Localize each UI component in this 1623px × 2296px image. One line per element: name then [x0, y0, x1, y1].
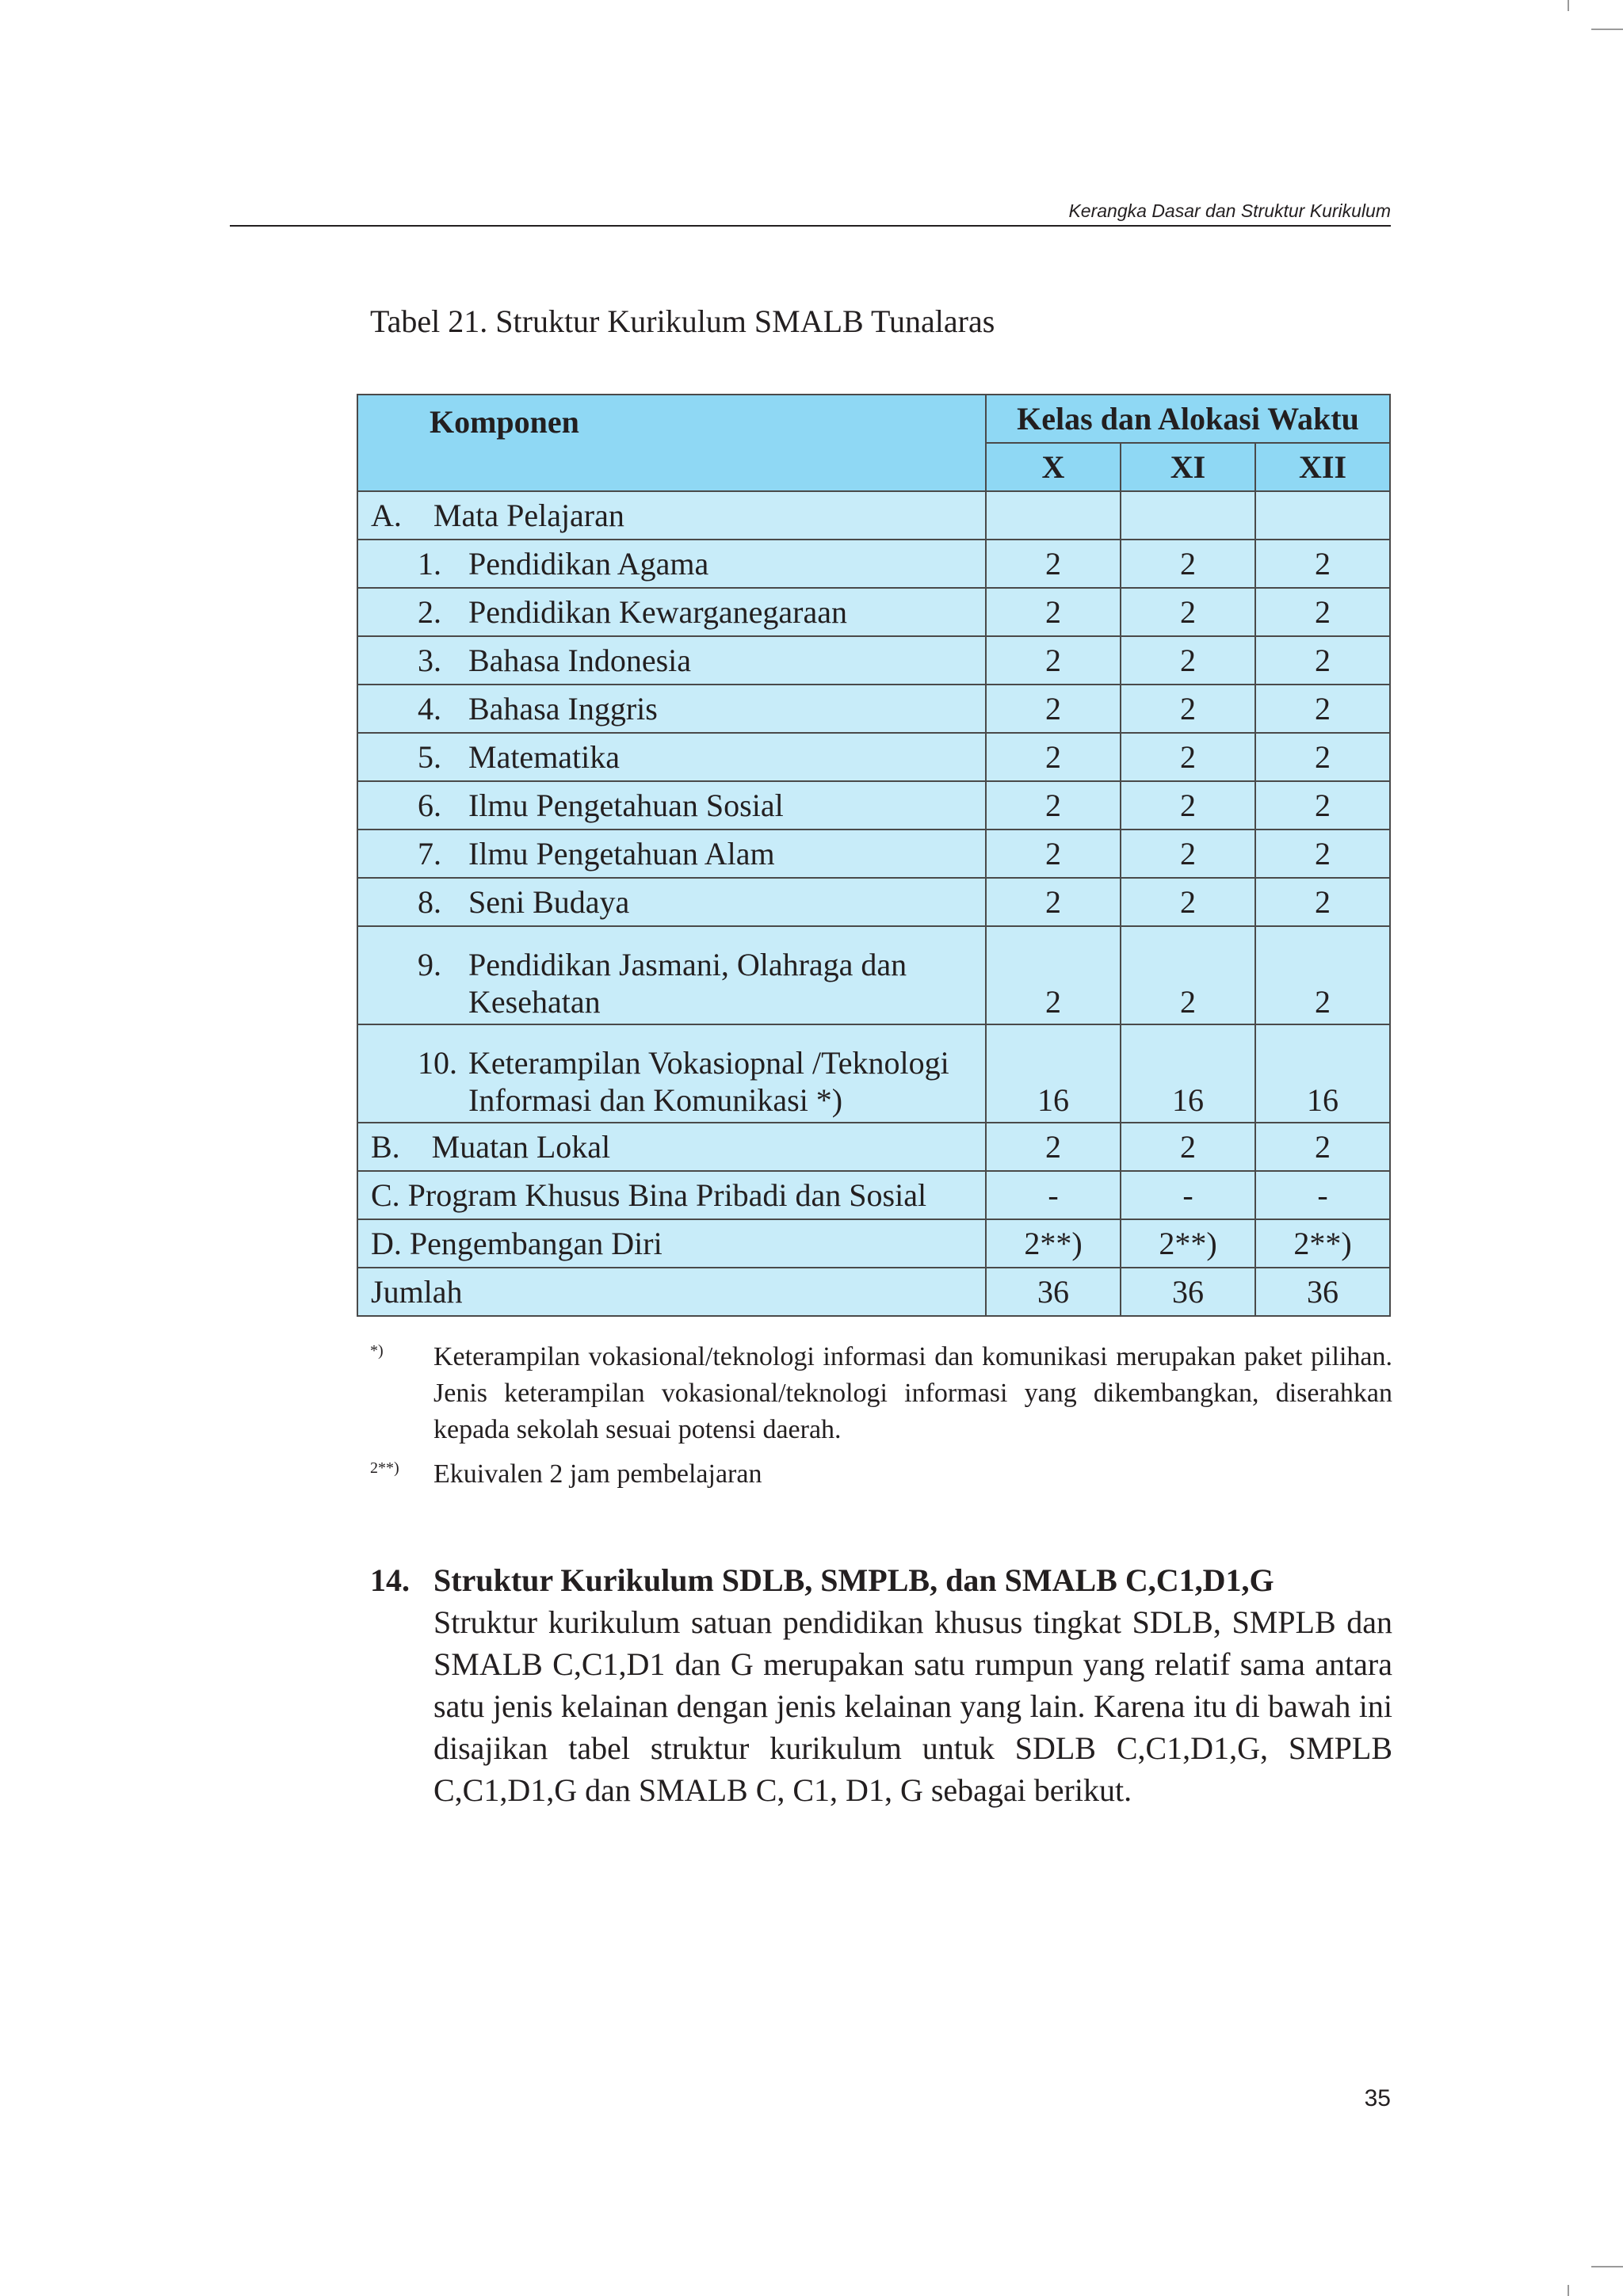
- running-header: [230, 196, 1391, 227]
- hours-cell: 2: [1255, 540, 1390, 588]
- hours-cell: 2: [1121, 1123, 1255, 1171]
- hours-cell: 2: [1255, 781, 1390, 830]
- hours-cell: 2: [1121, 733, 1255, 781]
- hours-cell: 2: [1121, 588, 1255, 636]
- table-row: [357, 685, 1390, 733]
- section-number: 14.: [370, 1562, 410, 1598]
- row-label: Jumlah: [357, 1268, 986, 1316]
- hours-cell: 2: [1121, 926, 1255, 1024]
- running-header-text: Kerangka Dasar dan Struktur Kurikulum: [1064, 200, 1391, 222]
- header-class: X: [986, 443, 1121, 491]
- table-row: [357, 491, 1390, 540]
- hours-cell: 16: [1255, 1024, 1390, 1123]
- subject-label: [358, 738, 985, 776]
- hours-cell: 36: [1255, 1268, 1390, 1316]
- header-class: XI: [1121, 443, 1255, 491]
- hours-cell: 2: [1121, 540, 1255, 588]
- subject-label: [358, 787, 985, 824]
- subject-label: [358, 946, 985, 1020]
- crop-mark: [1591, 2266, 1623, 2267]
- hours-cell: 2: [1255, 878, 1390, 926]
- table-header-row: [357, 395, 1390, 443]
- crop-mark: [1568, 2285, 1569, 2296]
- hours-cell: 2: [1255, 926, 1390, 1024]
- subject-label: [358, 642, 985, 679]
- table-row: [357, 733, 1390, 781]
- subject-cell: [357, 636, 986, 685]
- hours-cell: 2: [1121, 636, 1255, 685]
- footnote-mark: *): [370, 1342, 384, 1360]
- table-row: [357, 588, 1390, 636]
- hours-cell: 2: [986, 878, 1121, 926]
- header-class: XII: [1255, 443, 1390, 491]
- hours-cell: 2: [986, 540, 1121, 588]
- section-title: Struktur Kurikulum SDLB, SMPLB, dan SMALB C,C1,D1,G: [433, 1562, 1274, 1598]
- subject-number: 5.: [418, 739, 441, 775]
- subject-cell: [357, 540, 986, 588]
- subject-cell: [357, 1024, 986, 1123]
- subject-name: Pendidikan Kewarganegaraan: [468, 594, 847, 630]
- subject-name: Bahasa Inggris: [468, 691, 658, 727]
- footnotes: [370, 1339, 1392, 1501]
- hours-cell: 36: [986, 1268, 1121, 1316]
- hours-cell: 2: [1255, 588, 1390, 636]
- subject-name: Ilmu Pengetahuan Alam: [468, 836, 775, 871]
- row-label: B. Muatan Lokal: [357, 1123, 986, 1171]
- table-row: [357, 1219, 1390, 1268]
- hours-cell: 2: [986, 830, 1121, 878]
- hours-cell: 2: [986, 685, 1121, 733]
- crop-mark: [1568, 0, 1569, 11]
- header-komponen: Komponen: [357, 395, 986, 491]
- subject-label: [358, 883, 985, 921]
- subject-name: Matematika: [468, 739, 621, 775]
- subject-name-cont: Kesehatan: [468, 984, 601, 1020]
- hours-cell: 36: [1121, 1268, 1255, 1316]
- table-row: [357, 781, 1390, 830]
- subject-number: 7.: [418, 836, 441, 871]
- subject-number: 10.: [418, 1045, 457, 1081]
- subject-label: [358, 1044, 985, 1119]
- subject-number: 8.: [418, 884, 441, 920]
- hours-cell: 2: [1255, 830, 1390, 878]
- subject-cell: [357, 830, 986, 878]
- subject-name: Bahasa Indonesia: [468, 643, 692, 678]
- hours-cell: 2: [986, 588, 1121, 636]
- header-kelas: Kelas dan Alokasi Waktu: [986, 395, 1390, 443]
- subject-label: [358, 835, 985, 872]
- subject-cell: [357, 878, 986, 926]
- footnote-mark: 2**): [370, 1459, 399, 1477]
- other-rows: [357, 1123, 1390, 1316]
- hours-cell: -: [1121, 1171, 1255, 1219]
- section-heading: [370, 1559, 1392, 1601]
- curriculum-table: [357, 394, 1391, 1317]
- table-row: [357, 1268, 1390, 1316]
- subject-cell: [357, 588, 986, 636]
- row-label: D. Pengembangan Diri: [357, 1219, 986, 1268]
- subject-cell: [357, 781, 986, 830]
- footnote: [370, 1339, 1392, 1448]
- hours-cell: 16: [1121, 1024, 1255, 1123]
- hours-cell: 2: [1255, 636, 1390, 685]
- subject-number: 1.: [418, 546, 441, 582]
- crop-mark: [1591, 29, 1623, 30]
- hours-cell: 2**): [1121, 1219, 1255, 1268]
- hours-cell: 2: [986, 1123, 1121, 1171]
- subject-number: 6.: [418, 788, 441, 823]
- hours-cell: 2: [1255, 1123, 1390, 1171]
- subject-label: [358, 690, 985, 727]
- hours-cell: 2: [986, 733, 1121, 781]
- section-14: [370, 1559, 1392, 1811]
- subject-rows: [357, 540, 1390, 1123]
- hours-cell: 2: [1255, 685, 1390, 733]
- table-row: [357, 926, 1390, 1024]
- subject-number: 2.: [418, 594, 441, 630]
- table-row: [357, 1171, 1390, 1219]
- table-title: Tabel 21. Struktur Kurikulum SMALB Tunalaras: [370, 303, 995, 339]
- footnote-text: Ekuivalen 2 jam pembelajaran: [433, 1459, 762, 1489]
- table-row: [357, 540, 1390, 588]
- subject-cell: [357, 926, 986, 1024]
- hours-cell: 16: [986, 1024, 1121, 1123]
- table-row: [357, 636, 1390, 685]
- hours-cell: 2**): [1255, 1219, 1390, 1268]
- page-number: 35: [1364, 2085, 1391, 2111]
- row-label: C. Program Khusus Bina Pribadi dan Sosial: [357, 1171, 986, 1219]
- hours-cell: 2: [986, 781, 1121, 830]
- subject-name: Pendidikan Jasmani, Olahraga dan: [468, 947, 907, 982]
- hours-cell: 2**): [986, 1219, 1121, 1268]
- table-row: [357, 830, 1390, 878]
- subject-cell: [357, 685, 986, 733]
- hours-cell: 2: [1121, 685, 1255, 733]
- hours-cell: 2: [1121, 781, 1255, 830]
- subject-name-cont: Informasi dan Komunikasi *): [468, 1082, 843, 1118]
- table-row: [357, 1123, 1390, 1171]
- hours-cell: 2: [986, 636, 1121, 685]
- hours-cell: 2: [1121, 878, 1255, 926]
- subject-name: Seni Budaya: [468, 884, 630, 920]
- hours-cell: 2: [1121, 830, 1255, 878]
- subject-name: Keterampilan Vokasiopnal /Teknologi: [468, 1045, 949, 1081]
- footnote-text: Keterampilan vokasional/teknologi informasi dan komunikasi merupakan paket pilihan. Jenis keterampilan vokasional/teknologi informasi yang dikembangkan, diserahkan kepada sekolah sesuai potensi daerah.: [433, 1342, 1392, 1444]
- section-label: A. Mata Pelajaran: [357, 491, 986, 540]
- footnote: [370, 1456, 1392, 1493]
- subject-name: Ilmu Pengetahuan Sosial: [468, 788, 784, 823]
- hours-cell: 2: [986, 926, 1121, 1024]
- hours-cell: -: [1255, 1171, 1390, 1219]
- subject-label: [358, 593, 985, 631]
- hours-cell: 2: [1255, 733, 1390, 781]
- section-body: Struktur kurikulum satuan pendidikan khusus tingkat SDLB, SMPLB dan SMALB C,C1,D1 dan G merupakan satu rumpun yang relatif sama antara satu jenis kelainan dengan jenis kelainan yang lain. Karena itu di bawah ini disajikan tabel struktur kurikulum untuk SDLB C,C1,D1,G, SMPLB C,C1,D1,G dan SMALB C, C1, D1, G sebagai berikut.: [433, 1604, 1392, 1808]
- hours-cell: -: [986, 1171, 1121, 1219]
- subject-label: [358, 545, 985, 582]
- subject-number: 3.: [418, 643, 441, 678]
- subject-cell: [357, 733, 986, 781]
- subject-number: 9.: [418, 947, 441, 982]
- subject-number: 4.: [418, 691, 441, 727]
- subject-name: Pendidikan Agama: [468, 546, 709, 582]
- table-row: [357, 1024, 1390, 1123]
- table-row: [357, 878, 1390, 926]
